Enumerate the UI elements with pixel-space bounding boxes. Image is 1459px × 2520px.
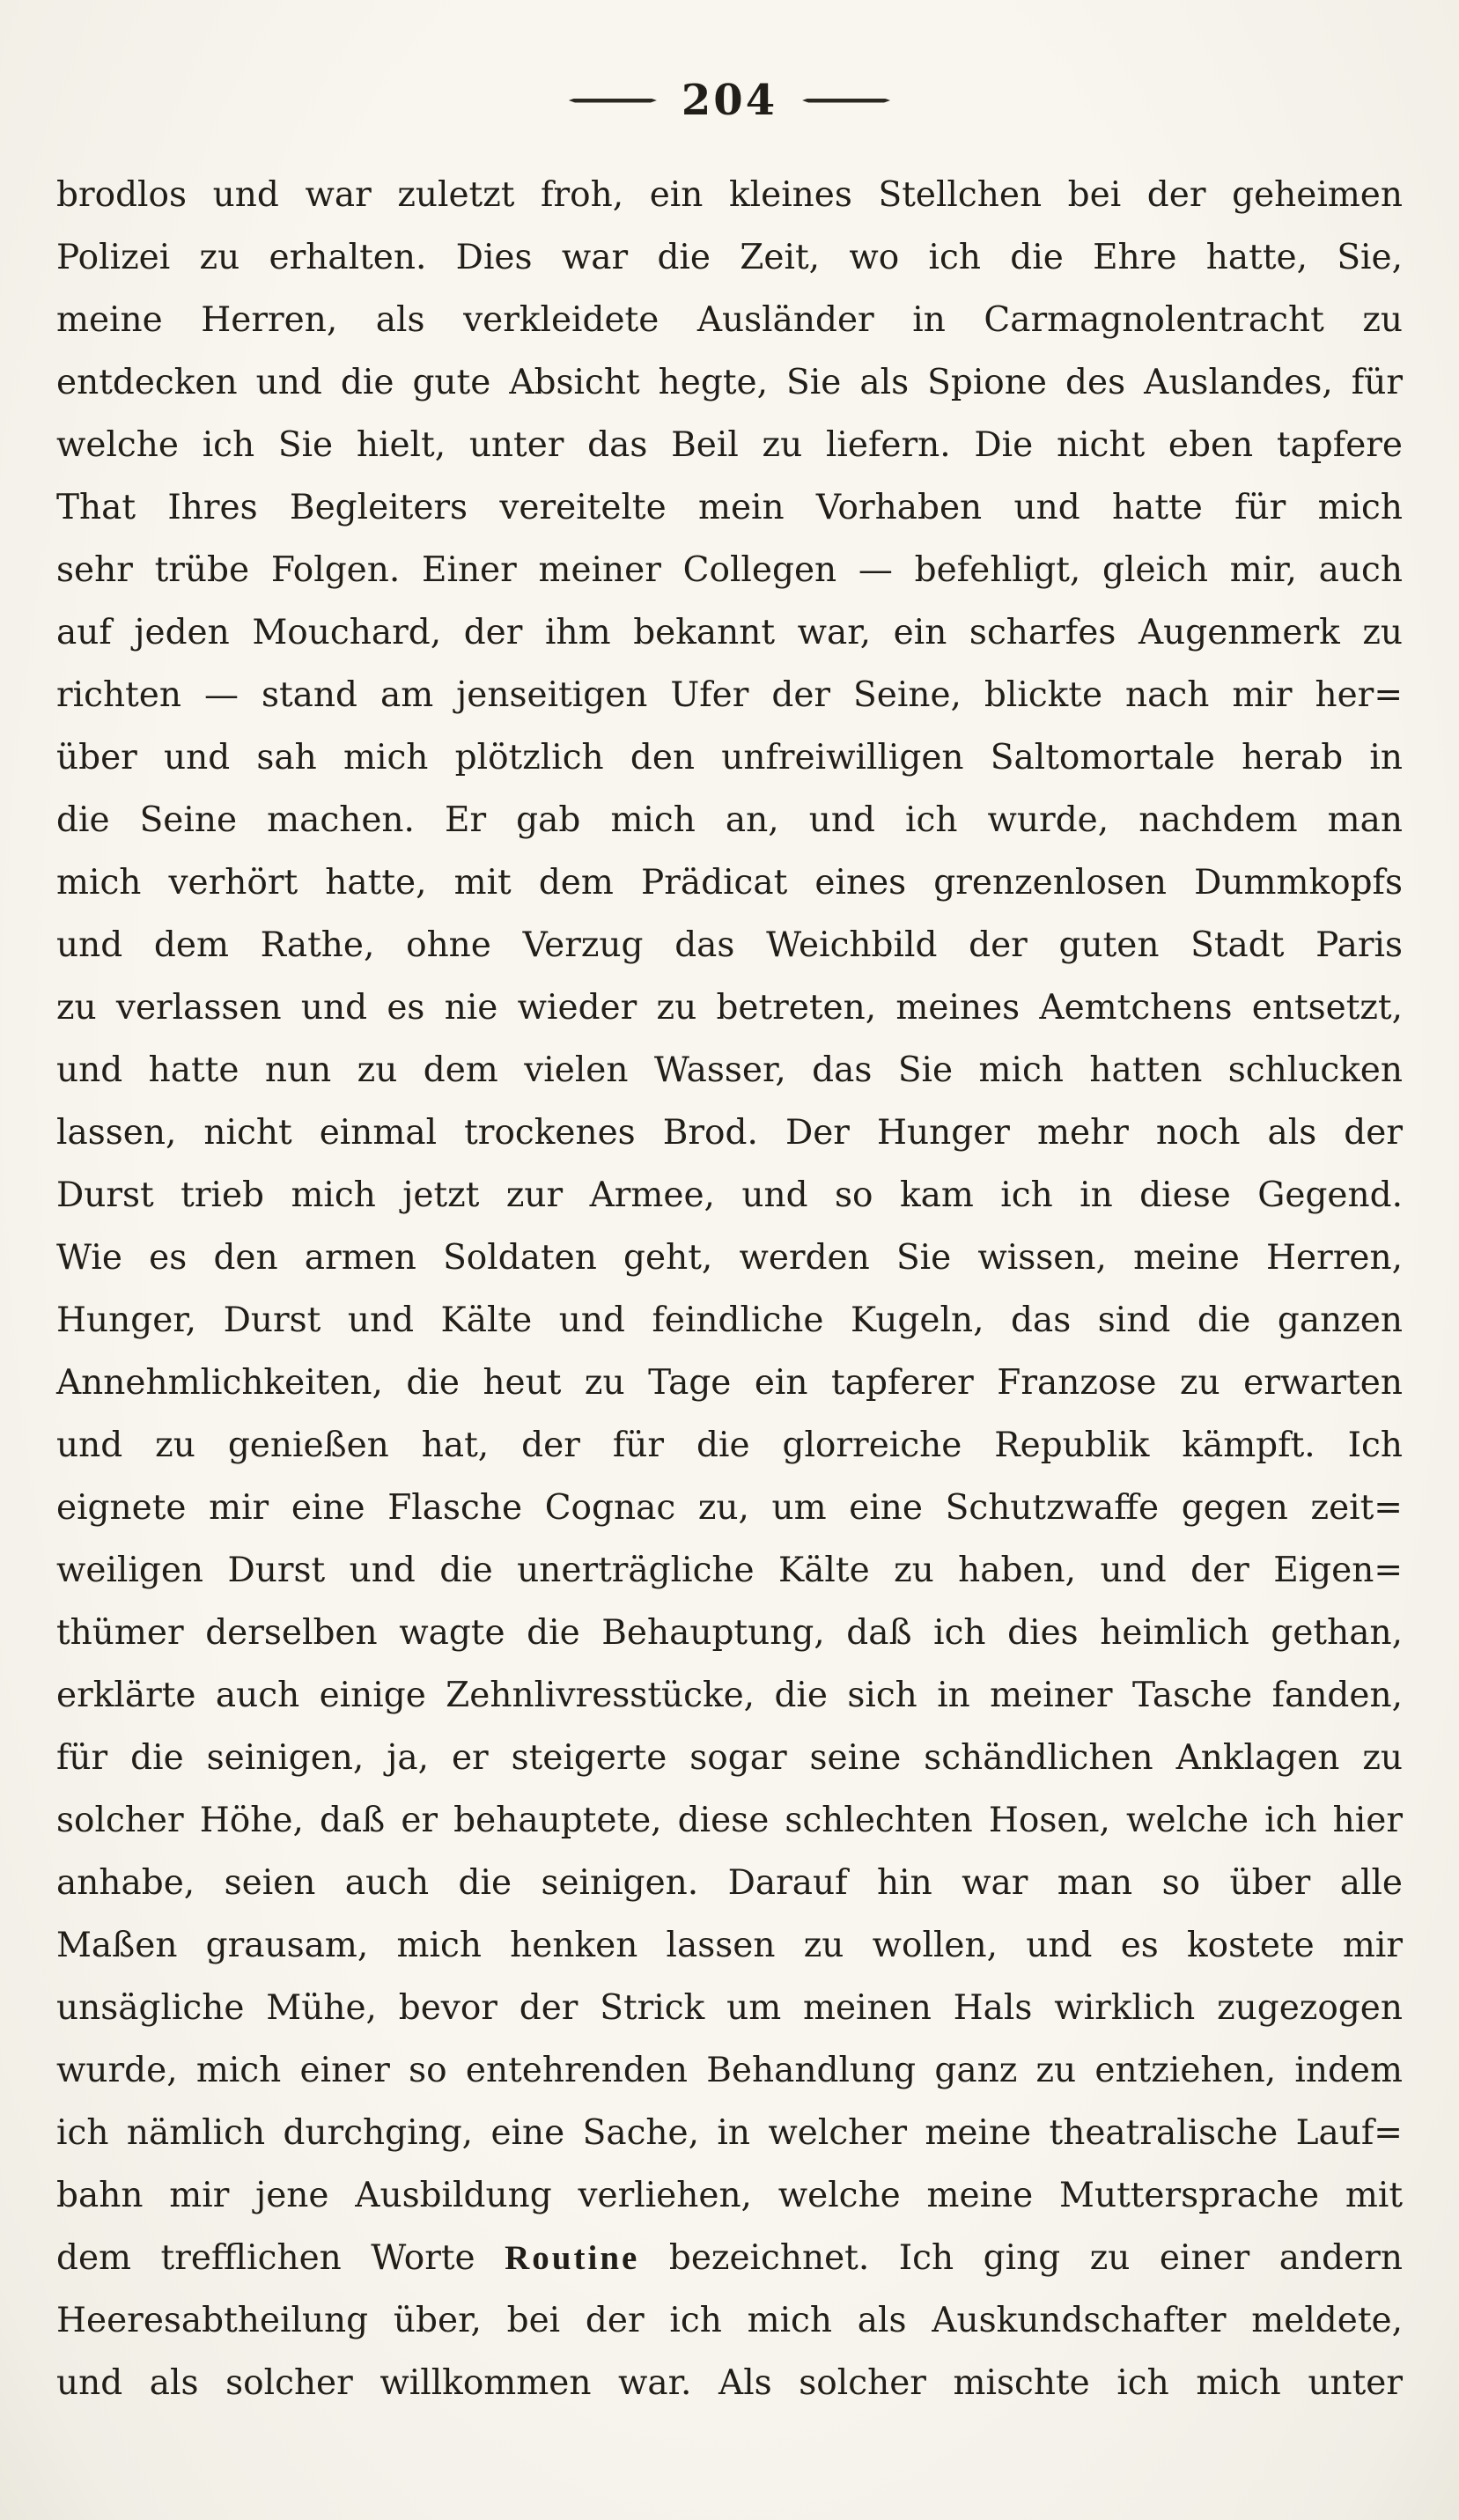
header-rule-right [802, 99, 890, 103]
text-line: weiligen Durst und die unerträgliche Kälte zu haben, und der Eigen= [56, 1551, 1403, 1590]
text-line: solcher Höhe, daß er behauptete, diese schlechten Hosen, welche ich hier [56, 1801, 1403, 1840]
text-line: über und sah mich plötzlich den unfreiwilligen Saltomortale herab in [56, 738, 1403, 777]
text-line: Wie es den armen Soldaten geht, werden Sie wissen, meine Herren, [56, 1238, 1403, 1278]
text-line: welche ich Sie hielt, unter das Beil zu liefern. Die nicht eben tapfere [56, 425, 1403, 465]
text-line: eignete mir eine Flasche Cognac zu, um eine Schutzwaffe gegen zeit= [56, 1488, 1403, 1528]
text-line: ich nämlich durchging, eine Sache, in welcher meine theatralische Lauf= [56, 2113, 1403, 2153]
text-line: lassen, nicht einmal trockenes Brod. Der Hunger mehr noch als der [56, 1113, 1403, 1153]
text-block [56, 164, 1403, 2414]
page-header [0, 0, 1459, 125]
text-line: wurde, mich einer so entehrenden Behandlung ganz zu entziehen, indem [56, 2051, 1403, 2090]
text-line: Maßen grausam, mich henken lassen zu wollen, und es kostete mir [56, 1926, 1403, 1965]
text-line: meine Herren, als verkleidete Ausländer in Carmagnolentracht zu [56, 300, 1403, 340]
text-line: für die seinigen, ja, er steigerte sogar seine schändlichen Anklagen zu [56, 1738, 1403, 1778]
text-line: zu verlassen und es nie wieder zu betreten, meines Aemtchens entsetzt, [56, 988, 1403, 1028]
text-line: die Seine machen. Er gab mich an, und ich wurde, nachdem man [56, 800, 1403, 840]
text-line: mich verhört hatte, mit dem Prädicat eines grenzenlosen Dummkopfs [56, 863, 1403, 903]
header-rule-left [569, 99, 657, 103]
text-line: Durst trieb mich jetzt zur Armee, und so kam ich in diese Gegend. [56, 1175, 1403, 1215]
antiqua-word: Routine [505, 2239, 640, 2277]
text-line: und dem Rathe, ohne Verzug das Weichbild der guten Stadt Paris [56, 925, 1403, 965]
text-line: auf jeden Mouchard, der ihm bekannt war, ein scharfes Augenmerk zu [56, 613, 1403, 652]
text-line: anhabe, seien auch die seinigen. Darauf hin war man so über alle [56, 1863, 1403, 1903]
text-line: entdecken und die gute Absicht hegte, Sie als Spione des Auslandes, für [56, 363, 1403, 402]
text-line: und hatte nun zu dem vielen Wasser, das Sie mich hatten schlucken [56, 1050, 1403, 1090]
page-number: 204 [681, 76, 778, 125]
text-line: Heeresabtheilung über, bei der ich mich als Auskundschafter meldete, [56, 2301, 1403, 2340]
text-line: Polizei zu erhalten. Dies war die Zeit, wo ich die Ehre hatte, Sie, [56, 238, 1403, 277]
text-line: unsägliche Mühe, bevor der Strick um meinen Hals wirklich zugezogen [56, 1988, 1403, 2028]
text-line: Hunger, Durst und Kälte und feindliche Kugeln, das sind die ganzen [56, 1301, 1403, 1340]
text-line: bahn mir jene Ausbildung verliehen, welche meine Muttersprache mit [56, 2176, 1403, 2215]
text-line: und zu genießen hat, der für die glorreiche Republik kämpft. Ich [56, 1426, 1403, 1465]
text-line: richten — stand am jenseitigen Ufer der Seine, blickte nach mir her= [56, 675, 1403, 715]
text-line: That Ihres Begleiters vereitelte mein Vorhaben und hatte für mich [56, 488, 1403, 527]
text-line: erklärte auch einige Zehnlivresstücke, die sich in meiner Tasche fanden, [56, 1676, 1403, 1715]
text-line: Annehmlichkeiten, die heut zu Tage ein tapferer Franzose zu erwarten [56, 1363, 1403, 1403]
text-line: brodlos und war zuletzt froh, ein kleines Stellchen bei der geheimen [56, 175, 1403, 215]
text-line: thümer derselben wagte die Behauptung, daß ich dies heimlich gethan, [56, 1613, 1403, 1653]
text-line: und als solcher willkommen war. Als solcher mischte ich mich unter [56, 2363, 1403, 2403]
text-line: dem trefflichen Worte Routine bezeichnet. Ich ging zu einer andern [56, 2238, 1403, 2278]
text-line: sehr trübe Folgen. Einer meiner Collegen — befehligt, gleich mir, auch [56, 550, 1403, 590]
